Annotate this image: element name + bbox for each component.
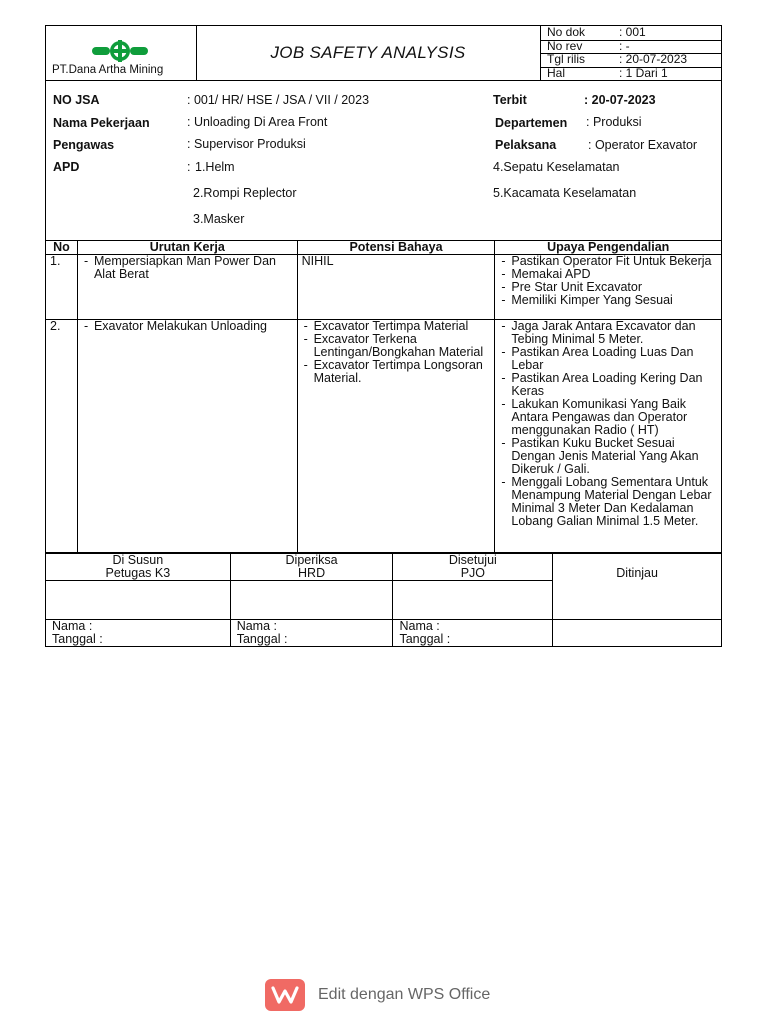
list-item: - Pastikan Area Loading Kering Dan Keras [499,372,717,398]
list-item: - Menggali Lobang Sementara Untuk Menampung Material Dengan Lebar Minimal 3 Meter Dan Kedalaman Lobang Galian Minimal 1.5 Meter. [499,476,717,528]
tanggal-label: Tanggal : [399,632,451,646]
departemen-label: Departemen [495,116,568,130]
list-item: - Pre Star Unit Excavator [499,281,717,294]
document-title: JOB SAFETY ANALYSIS [196,26,541,80]
apd-label: APD [53,160,80,174]
meta-value: : 001 [619,25,646,39]
list-item: - Pastikan Kuku Bucket Sesuai Dengan Jenis Material Yang Akan Dikeruk / Gali. [499,437,717,476]
header-urutan-kerja: Urutan Kerja [77,241,297,255]
nama-label: Nama : [399,619,440,633]
list-item: - Memakai APD [499,268,717,281]
departemen-value: : Produksi [586,115,642,129]
no-jsa-value: : 001/ HR/ HSE / JSA / VII / 2023 [187,93,370,107]
no-jsa-label: NO JSA [53,93,100,107]
meta-label: No rev [547,38,583,53]
potensi-text: NIHIL [301,254,334,268]
list-item: - Jaga Jarak Antara Excavator dan Tebing Minimal 5 Meter. [499,320,717,346]
meta-value: : 1 Dari 1 [619,65,668,80]
pengawas-value: : Supervisor Produksi [187,137,306,151]
list-item: - Memiliki Kimper Yang Sesuai [499,294,717,307]
apd-item: 1.Helm [195,160,235,174]
nama-pekerjaan-label: Nama Pekerjaan [53,116,150,130]
wps-footer[interactable] [265,978,490,1012]
header-no: No [46,241,78,255]
ditinjau-label: Ditinjau [616,566,658,580]
signature-role-cell [230,554,393,581]
nama-pekerjaan-value: : Unloading Di Area Front [187,115,328,129]
urutan-cell [77,255,297,320]
signature-detail-cell [393,620,553,647]
pelaksana-value: : Operator Exavator [588,138,698,152]
document-header [45,25,722,81]
tanggal-label: Tanggal : [236,632,288,646]
company-name: PT.Dana Artha Mining [52,64,164,76]
list-item: - Excavator Terkena Lentingan/Bongkahan Material [302,333,491,359]
company-logo-icon [90,40,150,62]
urutan-cell [77,320,297,553]
list-item: - Excavator Tertimpa Material [302,320,491,333]
apd-item: 4.Sepatu Keselamatan [493,160,620,174]
list-item: - Mempersiapkan Man Power Dan Alat Berat [82,255,293,281]
signature-detail-cell [46,620,231,647]
wps-footer-text[interactable]: Edit dengan WPS Office [318,986,491,1003]
list-item: - Excavator Tertimpa Longsoran Material. [302,359,491,385]
signature-detail-row [46,620,722,647]
meta-label: Tgl rilis [547,52,585,66]
meta-label: No dok [547,25,586,39]
jsa-table [45,240,722,553]
signature-name: HRD [298,566,326,580]
wps-office-icon [265,979,305,1011]
row-number: 1. [46,255,78,320]
meta-value: : 20-07-2023 [619,52,688,66]
nama-label: Nama : [236,619,277,633]
apd-item: 5.Kacamata Keselamatan [493,186,637,200]
nama-label: Nama : [52,619,93,633]
list-item: - Pastikan Operator Fit Untuk Bekerja [499,255,717,268]
terbit-value: : 20-07-2023 [584,93,656,107]
signature-role: Di Susun [112,553,164,567]
apd-item: 3.Masker [193,212,245,226]
list-item: - Exavator Melakukan Unloading [82,320,293,333]
company-logo-cell [46,26,197,80]
signature-role: Diperiksa [285,553,338,567]
apd-item: 2.Rompi Replector [193,186,297,200]
signature-space [393,581,553,620]
table-header-row [46,241,722,255]
header-potensi-bahaya: Potensi Bahaya [297,241,495,255]
terbit-label: Terbit [493,93,527,107]
signature-space [230,581,393,620]
upaya-cell [495,320,722,553]
upaya-cell [495,255,722,320]
document-meta [541,26,722,80]
potensi-cell [297,320,495,553]
table-row [46,320,722,553]
signature-role-row [46,554,722,581]
list-item: - Lakukan Komunikasi Yang Baik Antara Pengawas dan Operator menggunakan Radio ( HT) [499,398,717,437]
meta-row [541,67,722,81]
meta-label: Hal [547,65,566,80]
signature-role-cell [393,554,553,581]
meta-value: : - [619,38,630,53]
signature-space [46,581,231,620]
pelaksana-label: Pelaksana [495,138,557,152]
signature-role-cell [46,554,231,581]
signature-role: Disetujui [448,553,497,567]
apd-colon: : [187,160,191,174]
jsa-info-block [45,80,722,241]
ditinjau-detail-cell [553,620,722,647]
ditinjau-cell [553,554,722,620]
pengawas-label: Pengawas [53,138,115,152]
signature-name: PJO [460,566,485,580]
potensi-cell [297,255,495,320]
table-row [46,255,722,320]
signature-detail-cell [230,620,393,647]
list-item: - Pastikan Area Loading Luas Dan Lebar [499,346,717,372]
signature-name: Petugas K3 [105,566,171,580]
signature-table [45,553,722,647]
header-upaya-pengendalian: Upaya Pengendalian [495,241,722,255]
tanggal-label: Tanggal : [52,632,103,646]
row-number: 2. [46,320,78,553]
